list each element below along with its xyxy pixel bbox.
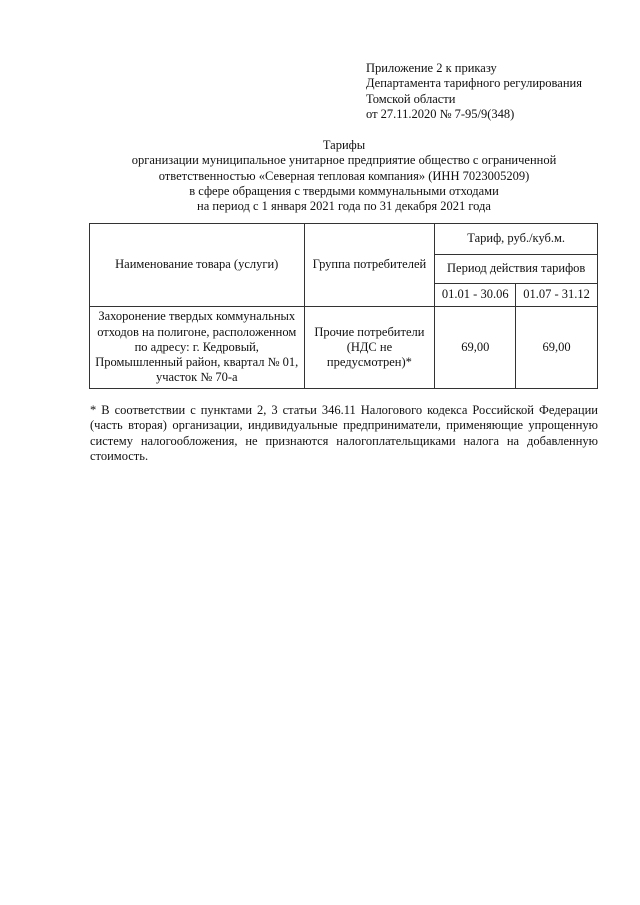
appendix-line: Приложение 2 к приказу (366, 61, 497, 75)
cell-product-line: Захоронение твердых коммунальных (98, 309, 296, 324)
title-line: в сфере обращения с твердыми коммунальными отходами (189, 183, 499, 198)
cell-group-line: (НДС не (346, 339, 393, 354)
appendix-date-line: от 27.11.2020 № 7-95/9(348) (366, 106, 515, 121)
cell-product-line: отходов на полигоне, расположенном (97, 324, 297, 339)
title-line: Тарифы (322, 138, 366, 152)
appendix-block (366, 61, 582, 122)
title-line: на период с 1 января 2021 года по 31 декабря 2021 года (197, 199, 491, 214)
header-tariff: Тариф, руб./куб.м. (435, 224, 598, 255)
cell-product-line: Промышленный район, квартал № 01, (95, 355, 299, 370)
cell-product-line: участок № 70-а (155, 370, 238, 385)
header-period-2: 01.07 - 31.12 (516, 284, 598, 307)
table-header-row (90, 224, 598, 255)
appendix-line: Департамента тарифного регулирования (366, 76, 582, 91)
cell-product (90, 307, 305, 389)
cell-group-line: Прочие потребители (314, 324, 425, 339)
header-product: Наименование товара (услуги) (90, 224, 305, 307)
header-period: Период действия тарифов (435, 255, 598, 284)
appendix-line: Томской области (366, 91, 456, 106)
cell-value-period-2: 69,00 (516, 307, 598, 389)
footnote: * В соответствии с пунктами 2, 3 статьи 346.11 Налогового кодекса Российской Федерации (часть вторая) организации, индивидуальные предприниматели, применяющие упрощенную систему налогообложения, не признаются налогоплательщиками налога на добавленную стоимость. (90, 403, 598, 464)
title-line: ответственностью «Северная тепловая компания» (ИНН 7023005209) (158, 168, 530, 183)
header-period-1: 01.01 - 30.06 (435, 284, 516, 307)
cell-product-line: по адресу: г. Кедровый, (134, 339, 259, 354)
cell-group (304, 307, 435, 389)
title-line: организации муниципальное унитарное предприятие общество с ограниченной (131, 153, 557, 168)
cell-value-period-1: 69,00 (435, 307, 516, 389)
document-title (90, 138, 598, 214)
cell-group-line: предусмотрен)* (326, 355, 412, 370)
header-group: Группа потребителей (304, 224, 435, 307)
tariff-table (89, 223, 598, 389)
table-row (90, 307, 598, 389)
